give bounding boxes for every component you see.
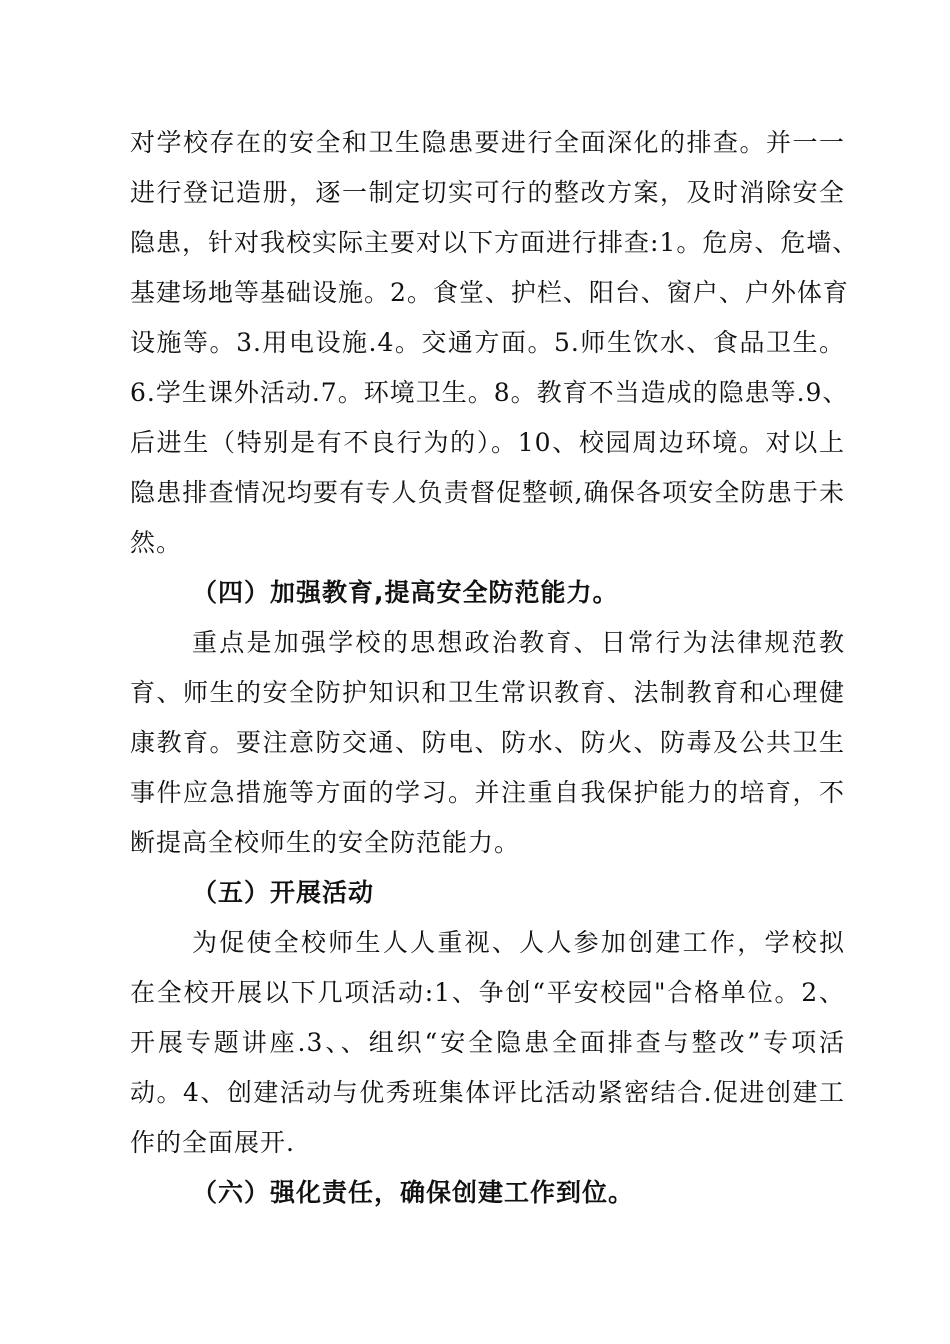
paragraph-line: 育、师生的安全防护知识和卫生常识教育、法制教育和心理健 — [130, 678, 845, 707]
paragraph-line: 基建场地等基础设施。2。食堂、护栏、阳台、窗户、户外体育 — [130, 278, 849, 307]
section-heading: （六）强化责任，确保创建工作到位。 — [192, 1178, 635, 1207]
paragraph-line: 后进生（特别是有不良行为的）。10、校园周边环境。对以上 — [130, 428, 845, 457]
paragraph-line: 事件应急措施等方面的学习。并注重自我保护能力的培育，不 — [130, 778, 845, 807]
paragraph-line: 断提高全校师生的安全防范能力。 — [130, 828, 521, 857]
paragraph-line: 进行登记造册，逐一制定切实可行的整改方案，及时消除安全 — [130, 178, 845, 207]
paragraph-line: 对学校存在的安全和卫生隐患要进行全面深化的排查。并一一 — [130, 128, 845, 157]
paragraph-line: 动。4、创建活动与优秀班集体评比活动紧密结合.促进创建工 — [130, 1078, 845, 1107]
document-page — [130, 118, 859, 1218]
paragraph-line: 重点是加强学校的思想政治教育、日常行为法律规范教 — [192, 628, 845, 657]
paragraph-line: 作的全面展开. — [130, 1128, 295, 1157]
paragraph-line: 隐患，针对我校实际主要对以下方面进行排查:1。危房、危墙、 — [130, 228, 859, 257]
paragraph-line: 然。 — [130, 528, 183, 557]
paragraph-line: 康教育。要注意防交通、防电、防水、防火、防毒及公共卫生 — [130, 728, 845, 757]
section-heading: （五）开展活动 — [192, 878, 375, 907]
paragraph-line: 开展专题讲座.3、、组织“安全隐患全面排查与整改”专项活 — [130, 1028, 845, 1057]
paragraph-line: 隐患排查情况均要有专人负责督促整顿,确保各项安全防患于未 — [130, 478, 845, 507]
section-heading: （四）加强教育,提高安全防范能力。 — [192, 578, 619, 607]
paragraph-line: 为促使全校师生人人重视、人人参加创建工作，学校拟 — [192, 928, 845, 957]
paragraph-line: 6.学生课外活动.7。环境卫生。8。教育不当造成的隐患等.9、 — [130, 378, 849, 407]
paragraph-line: 设施等。3.用电设施.4。交通方面。5.师生饮水、食品卫生。 — [130, 328, 845, 357]
paragraph-line: 在全校开展以下几项活动:1、争创“平安校园"合格单位。2、 — [130, 978, 845, 1007]
